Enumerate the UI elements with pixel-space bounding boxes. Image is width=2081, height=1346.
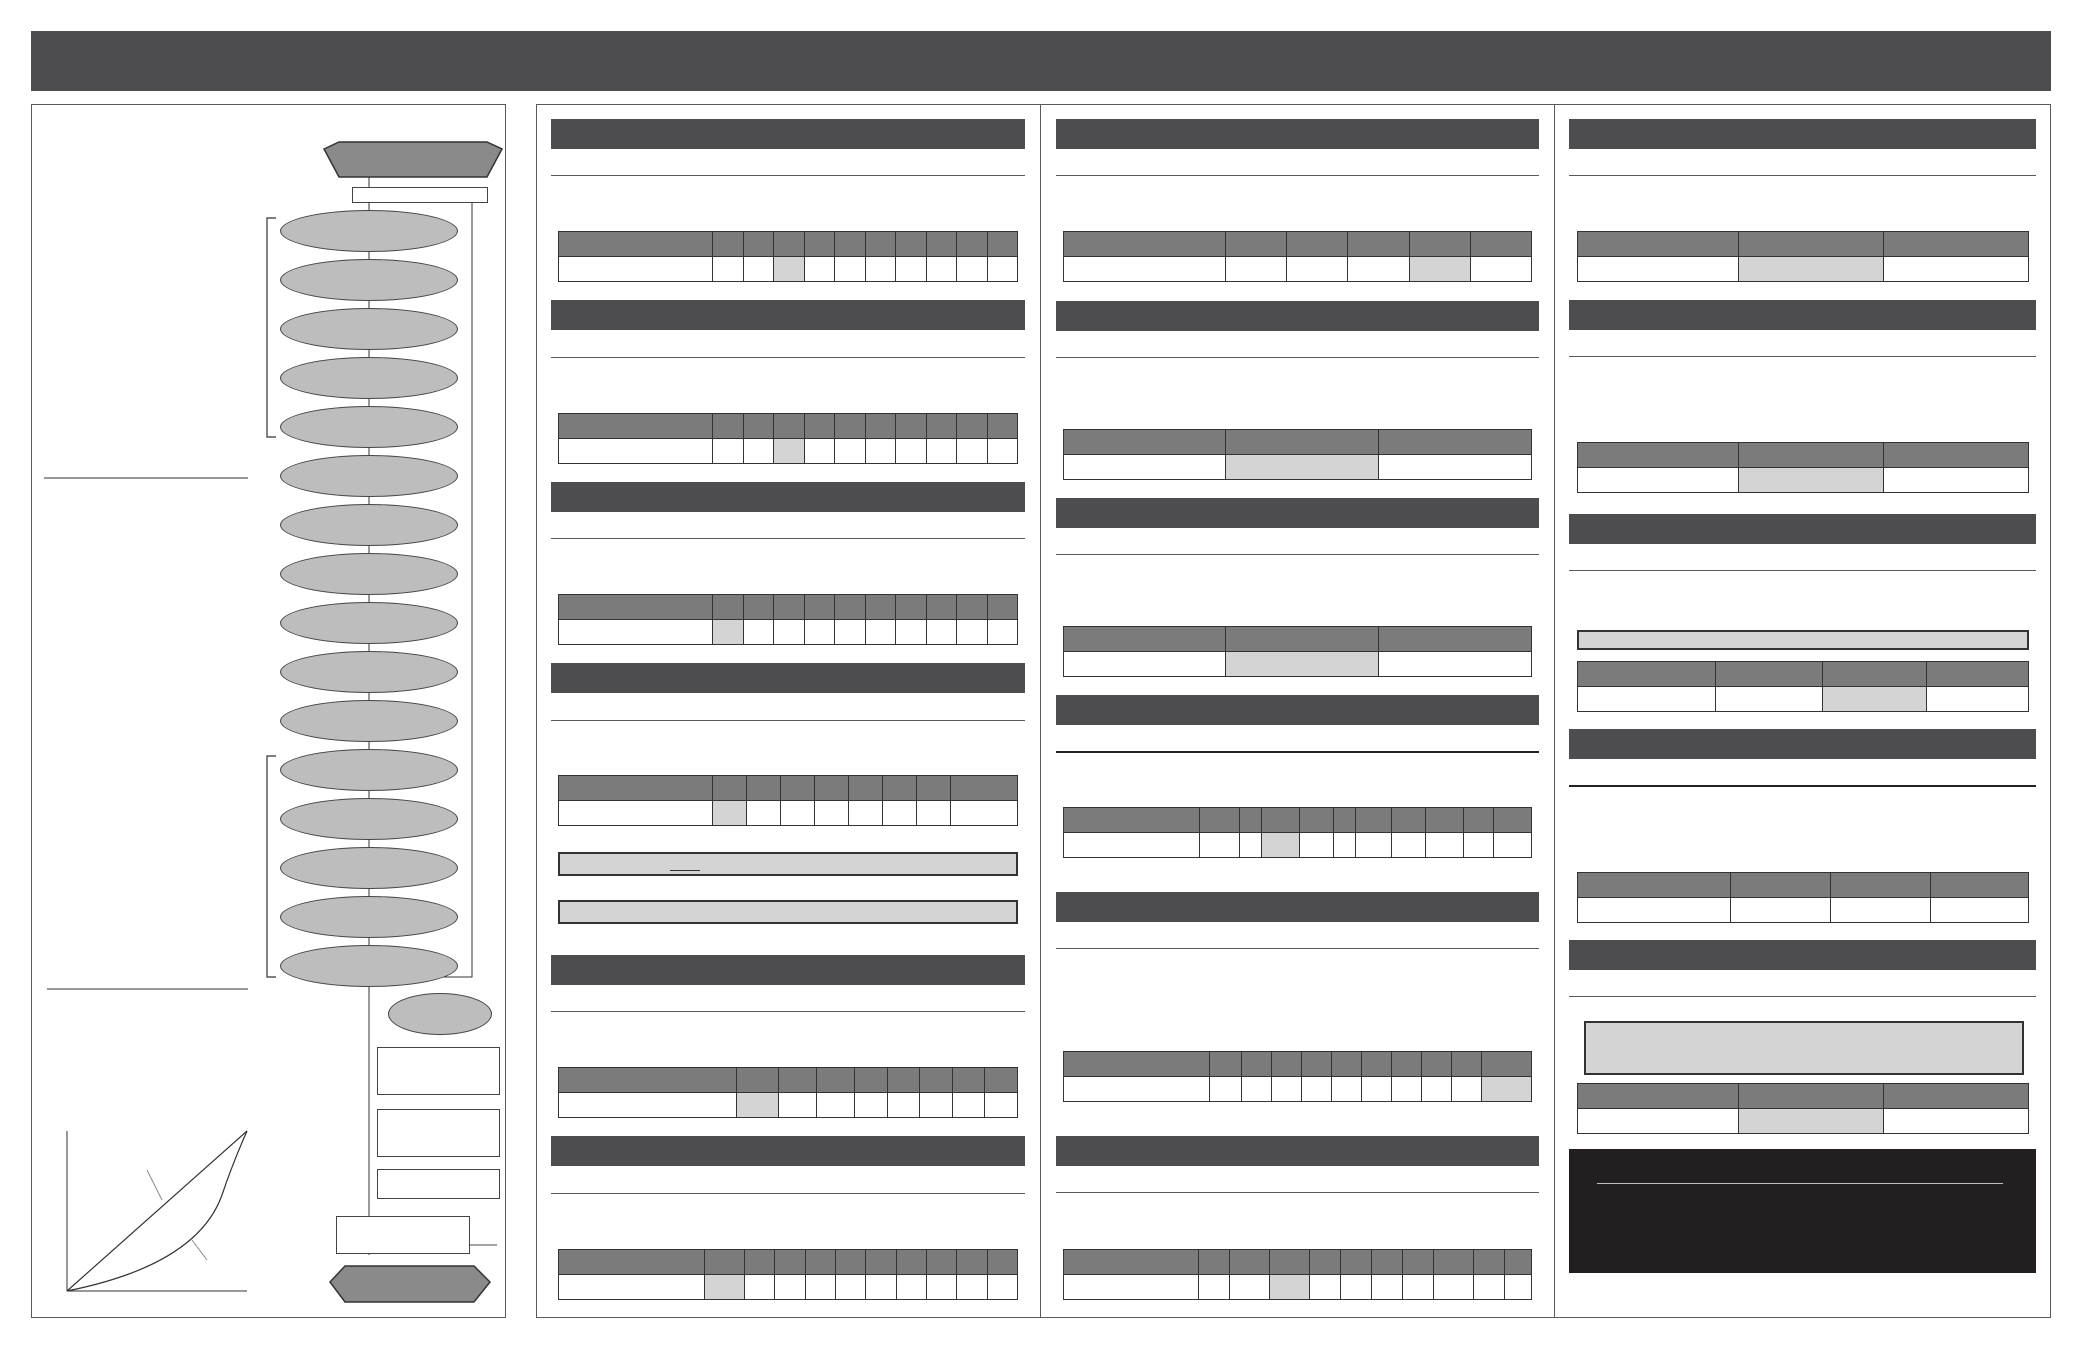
col3-section-1-rule — [1569, 175, 2036, 176]
selected-cell[interactable] — [774, 439, 805, 464]
col3-rating-table-1 — [1577, 231, 2029, 282]
selected-cell[interactable] — [1823, 687, 1927, 712]
flowchart-step-6 — [280, 455, 458, 497]
col1-rating-table-3 — [558, 594, 1018, 645]
col3-section-2-rule — [1569, 356, 2036, 357]
col3-section-5-bar — [1569, 940, 2036, 970]
flowchart-step-13 — [280, 798, 458, 840]
flowchart-step-7 — [280, 504, 458, 546]
col1-section-4-rule — [551, 720, 1025, 721]
start-hexagon — [324, 142, 502, 177]
col2-rating-table-1 — [1063, 231, 1532, 282]
col3-rating-table-5 — [1577, 1083, 2029, 1134]
selected-cell[interactable] — [1409, 257, 1470, 282]
selected-cell[interactable] — [1739, 1109, 1884, 1134]
end-hexagon — [330, 1266, 490, 1302]
selected-cell[interactable] — [1226, 455, 1379, 480]
selected-cell[interactable] — [1739, 257, 1884, 282]
flowchart-box-2 — [377, 1109, 500, 1157]
flowchart-box-3 — [377, 1169, 500, 1199]
col3-rating-table-4 — [1577, 872, 2029, 923]
col1-rating-table-5 — [558, 1067, 1018, 1118]
col1-section-6-bar — [551, 1136, 1025, 1166]
col2-section-1-bar — [1056, 119, 1539, 149]
col3-section-2-bar — [1569, 300, 2036, 330]
col3-section-3-rule — [1569, 570, 2036, 571]
flowchart-step-11 — [280, 700, 458, 742]
col1-shaded-field-1[interactable] — [558, 852, 1018, 876]
col2-section-3-rule — [1056, 554, 1539, 555]
flowchart-start-box — [352, 187, 488, 203]
col2-section-2-rule — [1056, 357, 1539, 358]
selected-cell[interactable] — [1739, 468, 1884, 493]
col3-shaded-field-1[interactable] — [1577, 630, 2029, 650]
col3-black-info-box — [1569, 1149, 2036, 1273]
flowchart-step-4 — [280, 357, 458, 399]
col1-rating-table-2 — [558, 413, 1018, 464]
column-divider-1 — [1040, 104, 1041, 1318]
col2-rating-table-6 — [1063, 1249, 1532, 1300]
col3-section-4-rule — [1569, 785, 2036, 787]
selected-cell[interactable] — [705, 1275, 745, 1300]
selected-cell[interactable] — [713, 620, 744, 645]
col1-section-5-bar — [551, 955, 1025, 985]
col2-section-2-bar — [1056, 301, 1539, 331]
col2-section-4-bar — [1056, 695, 1539, 725]
col2-section-3-bar — [1056, 498, 1539, 528]
selected-cell[interactable] — [1482, 1077, 1532, 1102]
col2-rating-table-5 — [1063, 1051, 1532, 1102]
flowchart-box-4 — [336, 1216, 470, 1254]
flowchart-box-1 — [377, 1047, 500, 1095]
flowchart-step-3 — [280, 308, 458, 350]
selected-cell[interactable] — [1226, 652, 1379, 677]
col2-rating-table-3 — [1063, 626, 1532, 677]
col1-rating-table-1 — [558, 231, 1018, 282]
col1-section-2-rule — [551, 357, 1025, 358]
col3-shaded-field-2[interactable] — [1584, 1021, 2024, 1075]
col2-rating-table-2 — [1063, 429, 1532, 480]
col3-section-1-bar — [1569, 119, 2036, 149]
col1-section-1-rule — [551, 175, 1025, 176]
col3-section-3-bar — [1569, 514, 2036, 544]
column-divider-2 — [1554, 104, 1555, 1318]
col2-section-4-rule — [1056, 751, 1539, 753]
selected-cell[interactable] — [1262, 833, 1300, 858]
flowchart-step-5 — [280, 406, 458, 448]
black-box-rule — [1597, 1183, 2003, 1184]
col1-section-1-bar — [551, 119, 1025, 149]
flowchart-step-2 — [280, 259, 458, 301]
flowchart-decision-oval — [388, 993, 492, 1035]
col2-section-6-bar — [1056, 1136, 1539, 1166]
col3-section-5-rule — [1569, 996, 2036, 997]
flowchart-step-15 — [280, 896, 458, 938]
flowchart-step-8 — [280, 553, 458, 595]
col1-section-3-rule — [551, 538, 1025, 539]
col3-rating-table-3 — [1577, 661, 2029, 712]
col1-section-6-rule — [551, 1193, 1025, 1194]
col1-section-3-bar — [551, 482, 1025, 512]
flowchart-step-1 — [280, 210, 458, 252]
col2-section-6-rule — [1056, 1192, 1539, 1193]
col1-rating-table-4 — [558, 775, 1018, 826]
flowchart-step-9 — [280, 602, 458, 644]
col2-rating-table-4 — [1063, 807, 1532, 858]
col1-section-2-bar — [551, 300, 1025, 330]
flowchart-step-12 — [280, 749, 458, 791]
flowchart-step-10 — [280, 651, 458, 693]
selected-cell[interactable] — [774, 257, 805, 282]
flowchart-step-16 — [280, 945, 458, 987]
col1-section-4-bar — [551, 663, 1025, 693]
col1-rating-table-6 — [558, 1249, 1018, 1300]
col2-section-5-rule — [1056, 948, 1539, 949]
col2-section-1-rule — [1056, 175, 1539, 176]
col1-section-5-rule — [551, 1011, 1025, 1012]
col1-shaded-field-2[interactable] — [558, 900, 1018, 924]
col3-section-4-bar — [1569, 729, 2036, 759]
col3-rating-table-2 — [1577, 442, 2029, 493]
selected-cell[interactable] — [1270, 1275, 1310, 1300]
col2-section-5-bar — [1056, 892, 1539, 922]
selected-cell[interactable] — [713, 801, 747, 826]
selected-cell[interactable] — [737, 1093, 779, 1118]
flowchart-panel — [31, 104, 506, 1318]
flowchart-step-14 — [280, 847, 458, 889]
header-bar — [31, 31, 2051, 91]
